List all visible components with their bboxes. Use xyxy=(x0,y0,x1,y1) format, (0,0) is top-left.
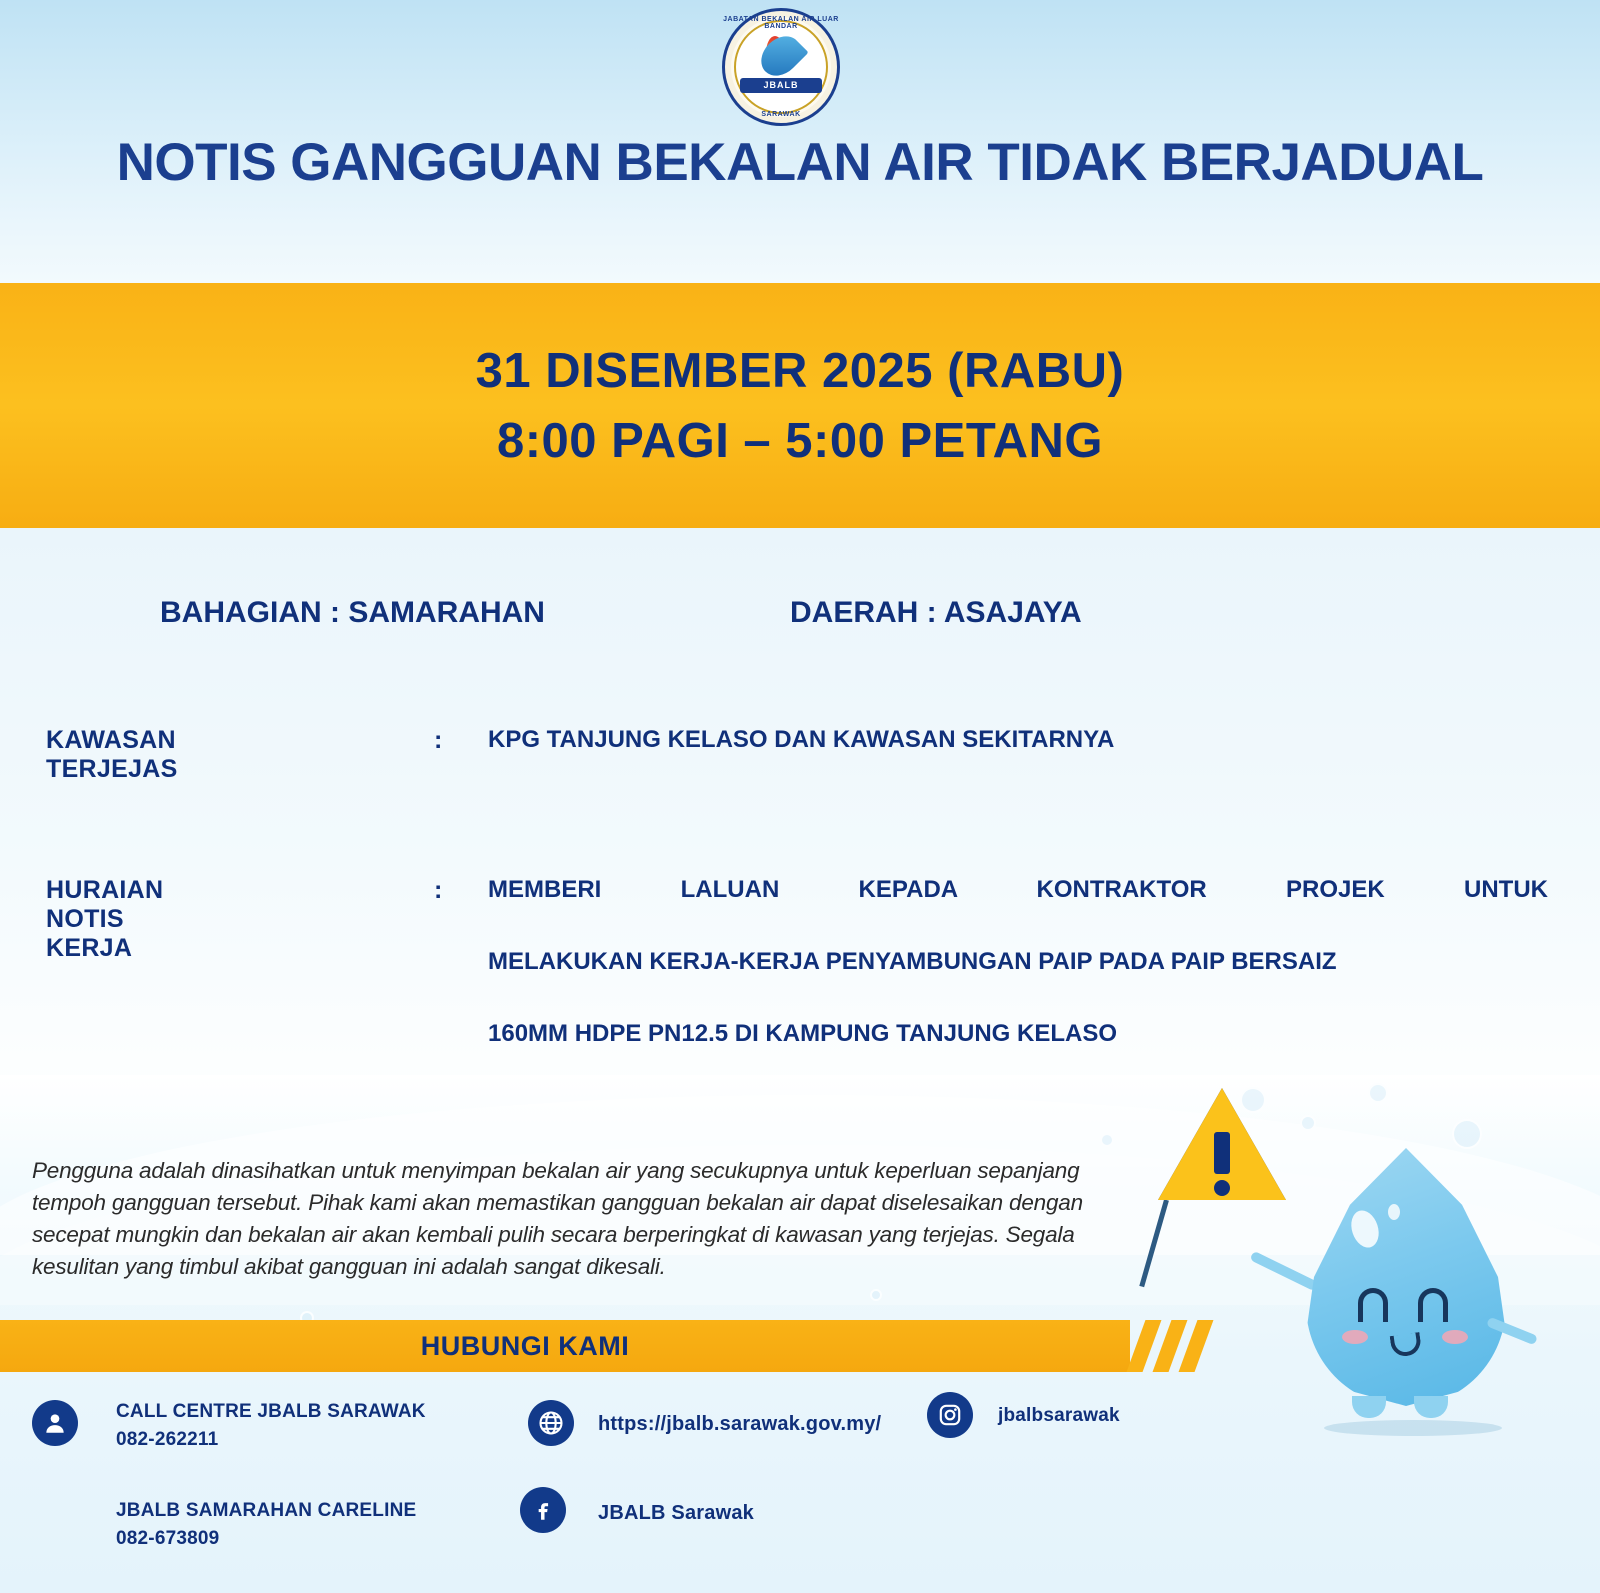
warning-sign-icon xyxy=(1158,1088,1286,1204)
page-title: NOTIS GANGGUAN BEKALAN AIR TIDAK BERJADUAL xyxy=(116,133,1484,192)
work-description-line-1: MEMBERI LALUAN KEPADA KONTRAKTOR PROJEK UNTUK xyxy=(488,876,1548,903)
jbalb-logo-icon xyxy=(722,8,840,126)
careline-label: JBALB SAMARAHAN CARELINE xyxy=(116,1500,417,1521)
logo-arc-top-text: JABATAN BEKALAN AIR LUAR BANDAR xyxy=(723,16,839,30)
globe-icon xyxy=(528,1400,574,1446)
date-band xyxy=(0,283,1600,528)
instagram-icon[interactable] xyxy=(927,1392,973,1438)
facebook-icon[interactable] xyxy=(520,1487,566,1533)
careline-contact xyxy=(116,1497,416,1552)
work-description-colon: : xyxy=(434,876,443,904)
notice-time: 8:00 PAGI – 5:00 PETANG xyxy=(496,413,1104,468)
affected-area-value: KPG TANJUNG KELASO DAN KAWASAN SEKITARNYA xyxy=(488,726,1115,753)
contact-bar xyxy=(0,1320,1130,1372)
facebook-handle[interactable]: JBALB Sarawak xyxy=(598,1502,754,1524)
work-description-line-3: 160MM HDPE PN12.5 DI KAMPUNG TANJUNG KELASO xyxy=(488,1020,1117,1047)
notice-body xyxy=(0,528,1600,1133)
work-description-line-2: MELAKUKAN KERJA-KERJA PENYAMBUNGAN PAIP PADA PAIP BERSAIZ xyxy=(488,948,1337,975)
water-drop-mascot-icon xyxy=(1290,1138,1522,1438)
logo-band-text: JBALB xyxy=(740,78,822,93)
careline-number[interactable]: 082-673809 xyxy=(116,1527,220,1549)
work-description-value xyxy=(488,878,1548,1046)
work-description-label: HURAIAN NOTIS KERJA xyxy=(46,876,164,962)
affected-area-colon: : xyxy=(434,726,443,754)
poster-header xyxy=(0,0,1600,283)
logo-arc-bottom-text: SARAWAK xyxy=(761,111,801,118)
person-icon xyxy=(32,1400,78,1446)
call-centre-number[interactable]: 082-262211 xyxy=(116,1428,219,1450)
district-label: DAERAH : ASAJAYA xyxy=(789,596,1082,629)
call-centre-contact xyxy=(116,1398,426,1453)
region-row xyxy=(0,596,1600,630)
instagram-handle[interactable]: jbalbsarawak xyxy=(998,1405,1120,1426)
division-label: BAHAGIAN : SAMARAHAN xyxy=(160,596,545,629)
affected-area-label: KAWASAN TERJEJAS xyxy=(46,726,178,783)
website-link[interactable]: https://jbalb.sarawak.gov.my/ xyxy=(598,1413,882,1435)
call-centre-label: CALL CENTRE JBALB SARAWAK xyxy=(116,1401,426,1422)
advisory-text: Pengguna adalah dinasihatkan untuk menyimpan bekalan air yang secukupnya untuk keperluan sepanjang tempoh gangguan tersebut. Pihak kami akan memastikan gangguan bekalan air dapat diselesaikan dengan secepat mungkin dan bekalan air akan kembali pulih secara berperingkat di kawasan yang terjejas. Segala kesulitan yang timbul akibat gangguan ini adalah sangat dikesali. xyxy=(32,1158,1083,1279)
contact-bar-title: HUBUNGI KAMI xyxy=(420,1330,630,1361)
notice-date: 31 DISEMBER 2025 (RABU) xyxy=(475,343,1125,398)
